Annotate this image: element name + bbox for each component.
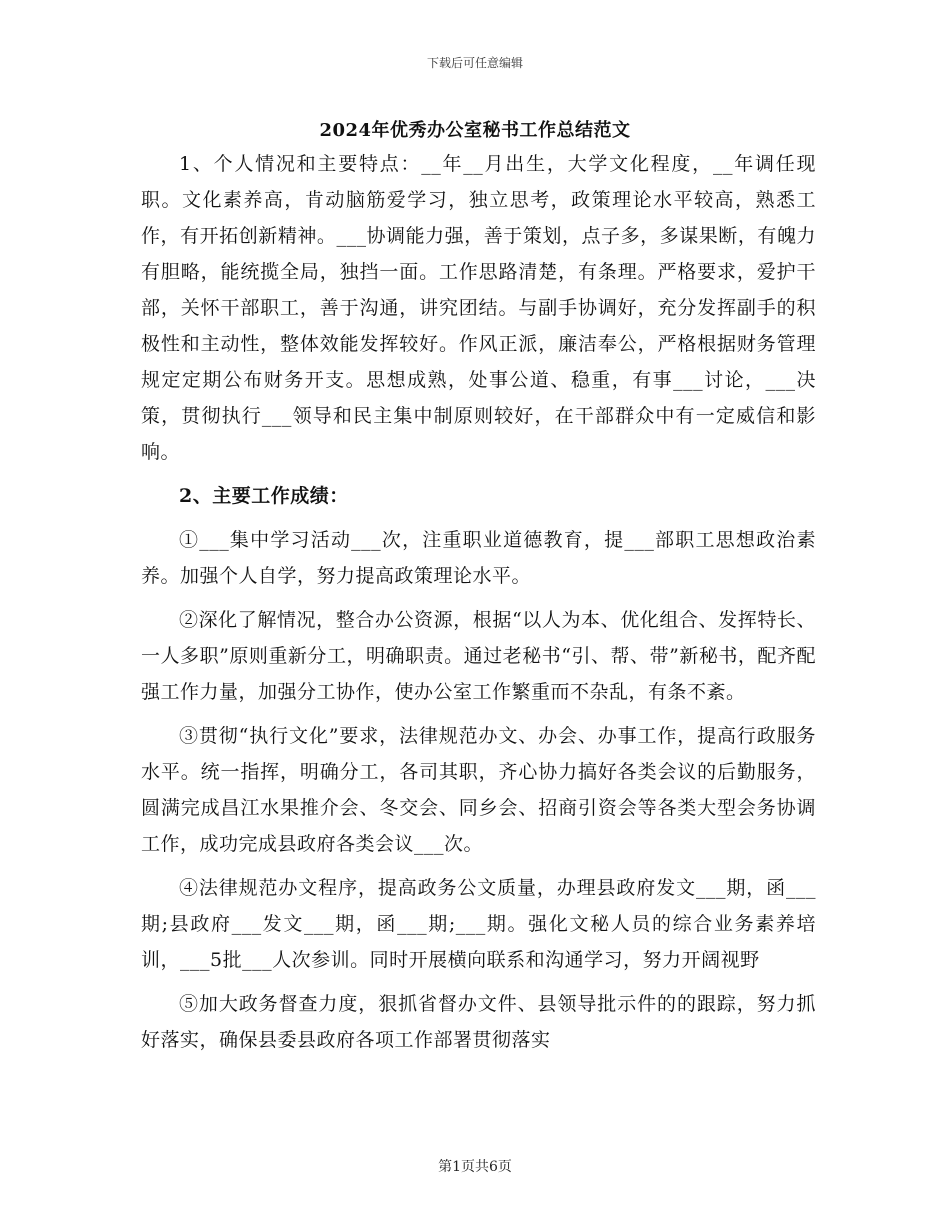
list-item-achievement-5: ⑤加大政务督查力度，狠抓省督办文件、县领导批示件的的跟踪，努力抓好落实，确保县委县政府各项工作部署贯彻落实 — [141, 993, 816, 1051]
list-item-achievement-4: ④法律规范办文程序，提高政务公文质量，办理县政府发文___期，函___期;县政府___发文___期，函___期;___期。强化文秘人员的综合业务素养培训，___5批___人次参训。同时开展横向联系和沟通学习，努力开阔视野 — [141, 877, 816, 971]
document-title: 2024年优秀办公室秘书工作总结范文 — [319, 120, 631, 141]
list-item-achievement-1: ①___集中学习活动___次，注重职业道德教育，提___部职工思想政治素养。加强个人自学，努力提高政策理论水平。 — [141, 529, 816, 587]
section-heading-achievements: 2、主要工作成绩： — [179, 485, 349, 507]
page-header-note: 下载后可任意编辑 — [426, 56, 523, 70]
page-number-footer: 第1页共6页 — [438, 1159, 512, 1175]
document-body — [141, 146, 816, 1058]
list-item-achievement-3: ③贯彻“执行文化”要求，法律规范办文、办会、办事工作，提高行政服务水平。统一指挥，明确分工，各司其职，齐心协力搞好各类会议的后勤服务，圆满完成昌江水果推介会、冬交会、同乡会、招商引资会等各类大型会务协调工作，成功完成县政府各类会议___次。 — [141, 725, 816, 855]
list-item-achievement-2: ②深化了解情况，整合办公资源，根据“以人为本、优化组合、发挥特长、一人多职”原则重新分工，明确职责。通过老秘书“引、帮、带”新秘书，配齐配强工作力量，加强分工协作，使办公室工作繁重而不杂乱，有条不紊。 — [141, 609, 816, 703]
paragraph-personal-info: 1、个人情况和主要特点：__年__月出生，大学文化程度，__年调任现职。文化素养高，肯动脑筋爱学习，独立思考，政策理论水平较高，熟悉工作，有开拓创新精神。___协调能力强，善于策划，点子多，多谋果断，有魄力有胆略，能统揽全局，独挡一面。工作思路清楚，有条理。严格要求，爱护干部，关怀干部职工，善于沟通，讲究团结。与副手协调好，充分发挥副手的积极性和主动性，整体效能发挥较好。作风正派，廉洁奉公，严格根据财务管理规定定期公布财务开支。思想成熟，处事公道、稳重，有事___讨论，___决策，贯彻执行___领导和民主集中制原则较好，在干部群众中有一定威信和影响。 — [141, 153, 816, 463]
